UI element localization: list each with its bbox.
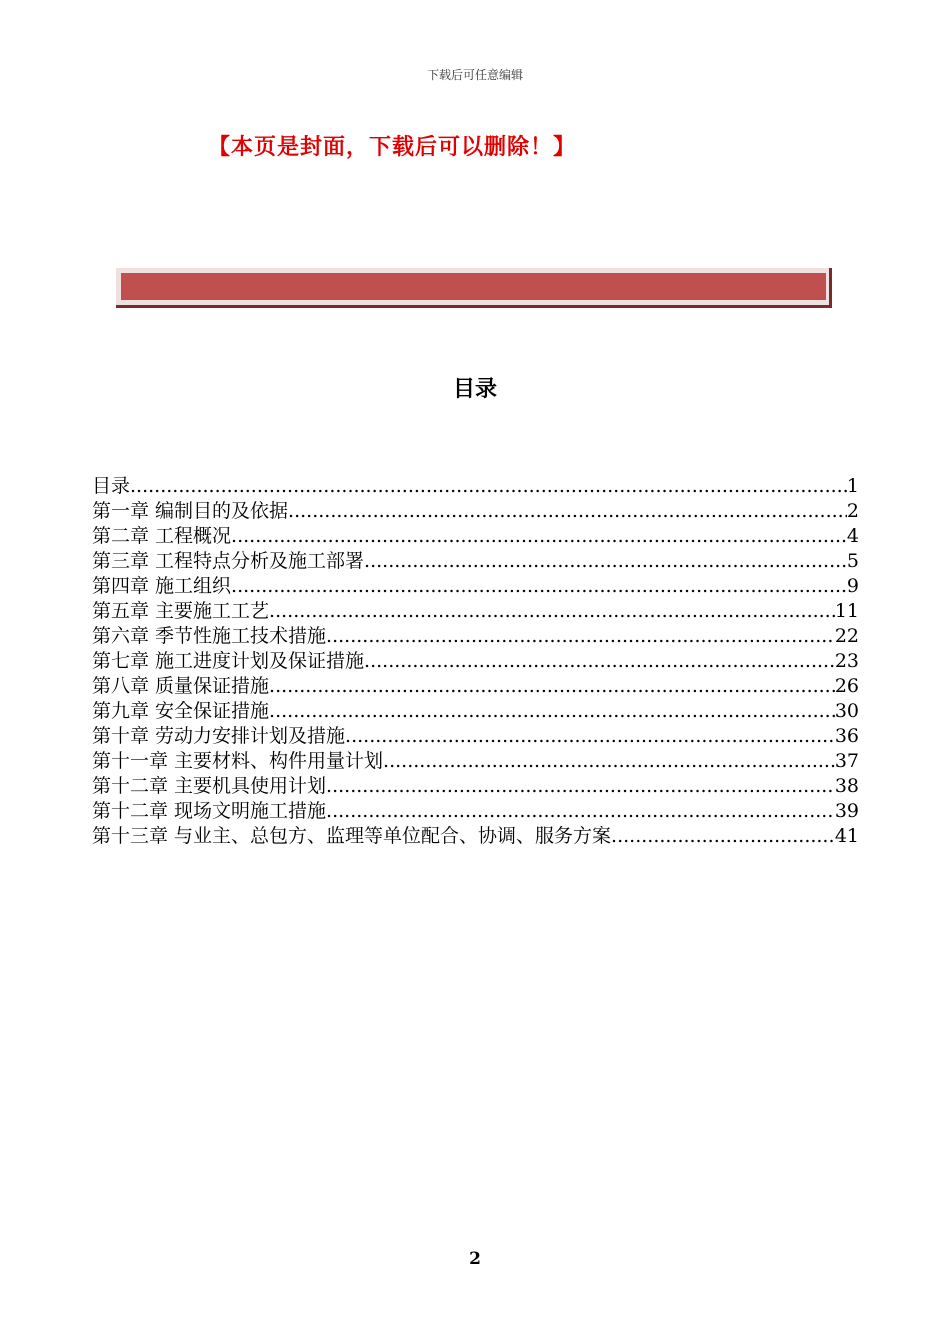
toc-entry-page: 5: [846, 550, 859, 572]
toc-leader-dots: [288, 499, 847, 524]
toc-entry-page: 9: [846, 575, 859, 597]
toc-entry[interactable]: [92, 824, 859, 849]
toc-entry-page: 4: [846, 525, 859, 547]
toc-leader-dots: [326, 799, 835, 824]
toc-leader-dots: [269, 674, 835, 699]
toc-leader-dots: [269, 699, 835, 724]
toc-entry-page: 37: [834, 750, 859, 772]
toc-entry-label: 第十三章 与业主、总包方、监理等单位配合、协调、服务方案: [92, 825, 612, 847]
toc-entry-page: 39: [834, 800, 859, 822]
toc-entry-label: 第八章 质量保证措施: [92, 675, 270, 697]
toc-entry-page: 41: [834, 825, 859, 847]
toc-entry[interactable]: [92, 599, 859, 624]
toc-entry-page: 11: [834, 600, 859, 622]
toc-title: 目录: [452, 377, 497, 402]
toc-leader-dots: [231, 574, 847, 599]
toc-entry-label: 第六章 季节性施工技术措施: [92, 625, 327, 647]
toc-entry[interactable]: [92, 774, 859, 799]
toc-entry-page: 1: [846, 475, 859, 497]
toc-entry-label: 第一章 编制目的及依据: [92, 500, 289, 522]
toc-leader-dots: [383, 749, 835, 774]
toc-entry[interactable]: [92, 624, 859, 649]
toc-entry-label: 第四章 施工组织: [92, 575, 232, 597]
toc-entry[interactable]: [92, 799, 859, 824]
toc-leader-dots: [326, 624, 835, 649]
toc-entry[interactable]: [92, 549, 859, 574]
toc-leader-dots: [231, 524, 847, 549]
toc-leader-dots: [364, 549, 847, 574]
toc-entry-page: 38: [834, 775, 859, 797]
toc-entry[interactable]: [92, 724, 859, 749]
toc-entry-label: 第十二章 主要机具使用计划: [92, 775, 327, 797]
toc-entry-label: 第五章 主要施工工艺: [92, 600, 270, 622]
toc-entry-page: 26: [834, 675, 859, 697]
toc-leader-dots: [269, 599, 835, 624]
toc-leader-dots: [130, 474, 847, 499]
page-number: 2: [469, 1249, 481, 1269]
toc-entry-label: 第二章 工程概况: [92, 525, 232, 547]
header-note: 下载后可任意编辑: [426, 68, 523, 82]
toc-entry-label: 第三章 工程特点分析及施工部署: [92, 550, 365, 572]
toc-entry[interactable]: [92, 474, 859, 499]
toc-entry-label: 第九章 安全保证措施: [92, 700, 270, 722]
toc-entry-label: 第十一章 主要材料、构件用量计划: [92, 750, 384, 772]
toc-leader-dots: [364, 649, 835, 674]
toc-entry[interactable]: [92, 699, 859, 724]
cover-removal-note: 【本页是封面，下载后可以删除！】: [208, 135, 577, 160]
toc-entry-label: 第十章 劳动力安排计划及措施: [92, 725, 346, 747]
toc-entry-page: 2: [846, 500, 859, 522]
toc-entry-label: 第七章 施工进度计划及保证措施: [92, 650, 365, 672]
toc-entry-label: 目录: [92, 475, 131, 497]
toc-list: [92, 474, 859, 849]
toc-entry[interactable]: [92, 499, 859, 524]
toc-entry-page: 36: [834, 725, 859, 747]
toc-leader-dots: [326, 774, 835, 799]
toc-entry-page: 30: [834, 700, 859, 722]
banner-fill: [121, 273, 826, 300]
toc-leader-dots: [345, 724, 835, 749]
decorative-banner: [116, 268, 832, 308]
toc-entry[interactable]: [92, 674, 859, 699]
toc-entry-page: 23: [834, 650, 859, 672]
toc-entry[interactable]: [92, 649, 859, 674]
toc-entry-label: 第十二章 现场文明施工措施: [92, 800, 327, 822]
toc-entry-page: 22: [834, 625, 859, 647]
toc-entry[interactable]: [92, 749, 859, 774]
toc-entry[interactable]: [92, 574, 859, 599]
toc-entry[interactable]: [92, 524, 859, 549]
toc-leader-dots: [611, 824, 835, 849]
